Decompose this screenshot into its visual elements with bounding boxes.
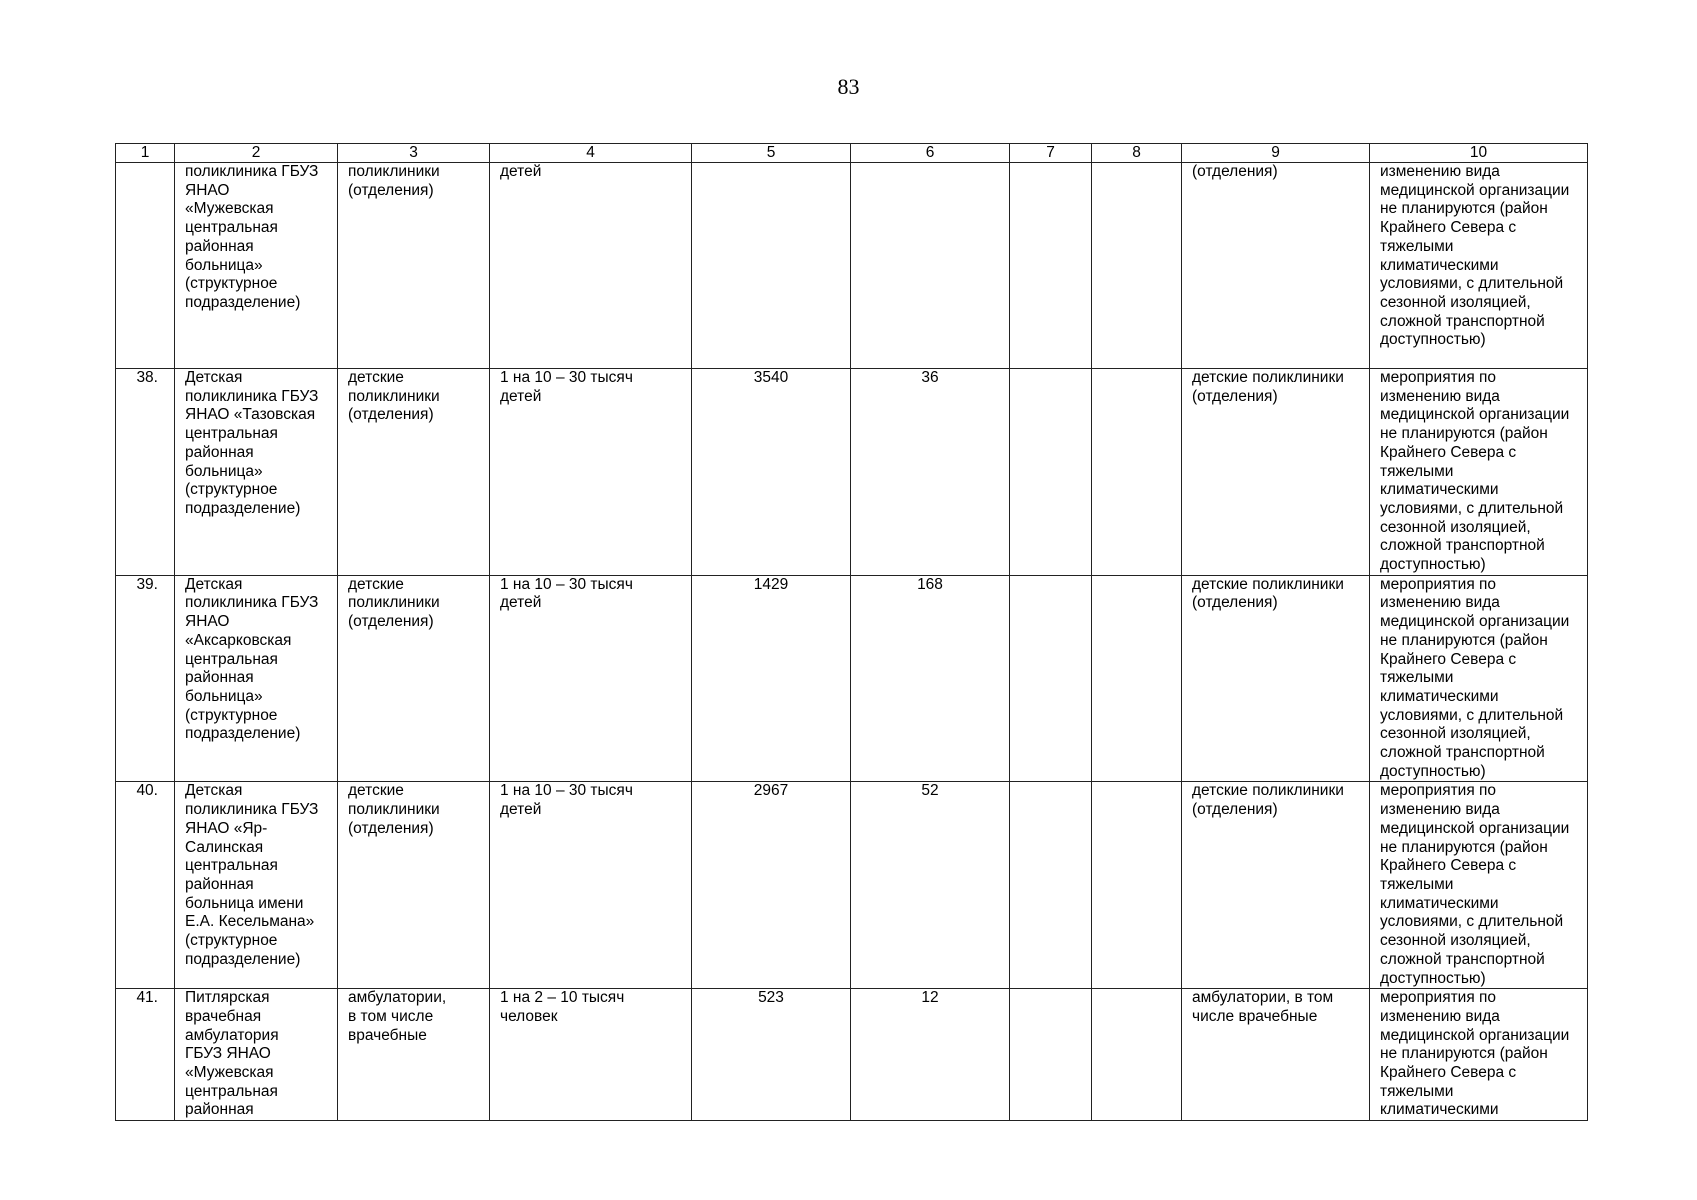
value-col8 (1092, 163, 1182, 369)
value-col7 (1010, 575, 1092, 782)
value-col6: 52 (851, 782, 1010, 989)
measures-text: мероприятия по изменению вида медицинской организации не планируются (район Крайнего Севера с тяжелыми климатическими (1370, 989, 1588, 1121)
column-header: 3 (338, 144, 490, 163)
page-number: 83 (837, 74, 860, 99)
value-col6: 168 (851, 575, 1010, 782)
table-row (116, 782, 1588, 989)
column-header: 10 (1370, 144, 1588, 163)
value-col8 (1092, 575, 1182, 782)
value-col5 (692, 163, 851, 369)
value-col9: амбулатории, в том числе врачебные (1182, 989, 1370, 1121)
organization-type: детские поликлиники (отделения) (338, 782, 490, 989)
organization-name: Детская поликлиника ГБУЗ ЯНАО «Тазовская центральная районная больница» (структурное подразделение) (175, 369, 338, 576)
table-row (116, 989, 1588, 1121)
norm-text: 1 на 2 – 10 тысяч человек (490, 989, 692, 1121)
row-number: 39. (116, 575, 175, 782)
column-header: 7 (1010, 144, 1092, 163)
value-col8 (1092, 369, 1182, 576)
value-col7 (1010, 369, 1092, 576)
value-col9: (отделения) (1182, 163, 1370, 369)
row-number: 41. (116, 989, 175, 1121)
norm-text: 1 на 10 – 30 тысяч детей (490, 369, 692, 576)
column-header: 2 (175, 144, 338, 163)
value-col5: 3540 (692, 369, 851, 576)
organization-type: детские поликлиники (отделения) (338, 575, 490, 782)
value-col6: 36 (851, 369, 1010, 576)
organization-name: Детская поликлиника ГБУЗ ЯНАО «Яр- Салинская центральная районная больница имени Е.А. Кесельмана» (структурное подразделение) (175, 782, 338, 989)
value-col5: 523 (692, 989, 851, 1121)
table-row (116, 369, 1588, 576)
value-col6: 12 (851, 989, 1010, 1121)
column-header: 4 (490, 144, 692, 163)
column-header: 9 (1182, 144, 1370, 163)
organization-type: детские поликлиники (отделения) (338, 369, 490, 576)
column-header: 8 (1092, 144, 1182, 163)
organization-name: Питлярская врачебная амбулатория ГБУЗ ЯНАО «Мужевская центральная районная (175, 989, 338, 1121)
row-number: 38. (116, 369, 175, 576)
table-row (116, 575, 1588, 782)
table-header-row (116, 144, 1588, 163)
organization-type: поликлиники (отделения) (338, 163, 490, 369)
value-col5: 2967 (692, 782, 851, 989)
measures-text: мероприятия по изменению вида медицинской организации не планируются (район Крайнего Севера с тяжелыми климатическими условиями, с длительной сезонной изоляцией, сложной транспортной доступностью) (1370, 782, 1588, 989)
value-col7 (1010, 989, 1092, 1121)
value-col8 (1092, 989, 1182, 1121)
measures-text: мероприятия по изменению вида медицинской организации не планируются (район Крайнего Севера с тяжелыми климатическими условиями, с длительной сезонной изоляцией, сложной транспортной доступностью) (1370, 369, 1588, 576)
value-col9: детские поликлиники (отделения) (1182, 575, 1370, 782)
value-col7 (1010, 163, 1092, 369)
value-col9: детские поликлиники (отделения) (1182, 782, 1370, 989)
row-number (116, 163, 175, 369)
value-col8 (1092, 782, 1182, 989)
norm-text: 1 на 10 – 30 тысяч детей (490, 782, 692, 989)
organization-name: поликлиника ГБУЗ ЯНАО «Мужевская центральная районная больница» (структурное подразделение) (175, 163, 338, 369)
table-row (116, 163, 1588, 369)
organization-type: амбулатории, в том числе врачебные (338, 989, 490, 1121)
row-number: 40. (116, 782, 175, 989)
value-col7 (1010, 782, 1092, 989)
data-table (115, 143, 1588, 1121)
column-header: 1 (116, 144, 175, 163)
organization-name: Детская поликлиника ГБУЗ ЯНАО «Аксарковская центральная районная больница» (структурное подразделение) (175, 575, 338, 782)
value-col6 (851, 163, 1010, 369)
column-header: 6 (851, 144, 1010, 163)
value-col5: 1429 (692, 575, 851, 782)
column-header: 5 (692, 144, 851, 163)
value-col9: детские поликлиники (отделения) (1182, 369, 1370, 576)
norm-text: детей (490, 163, 692, 369)
norm-text: 1 на 10 – 30 тысяч детей (490, 575, 692, 782)
measures-text: изменению вида медицинской организации не планируются (район Крайнего Севера с тяжелыми климатическими условиями, с длительной сезонной изоляцией, сложной транспортной доступностью) (1370, 163, 1588, 369)
measures-text: мероприятия по изменению вида медицинской организации не планируются (район Крайнего Севера с тяжелыми климатическими условиями, с длительной сезонной изоляцией, сложной транспортной доступностью) (1370, 575, 1588, 782)
